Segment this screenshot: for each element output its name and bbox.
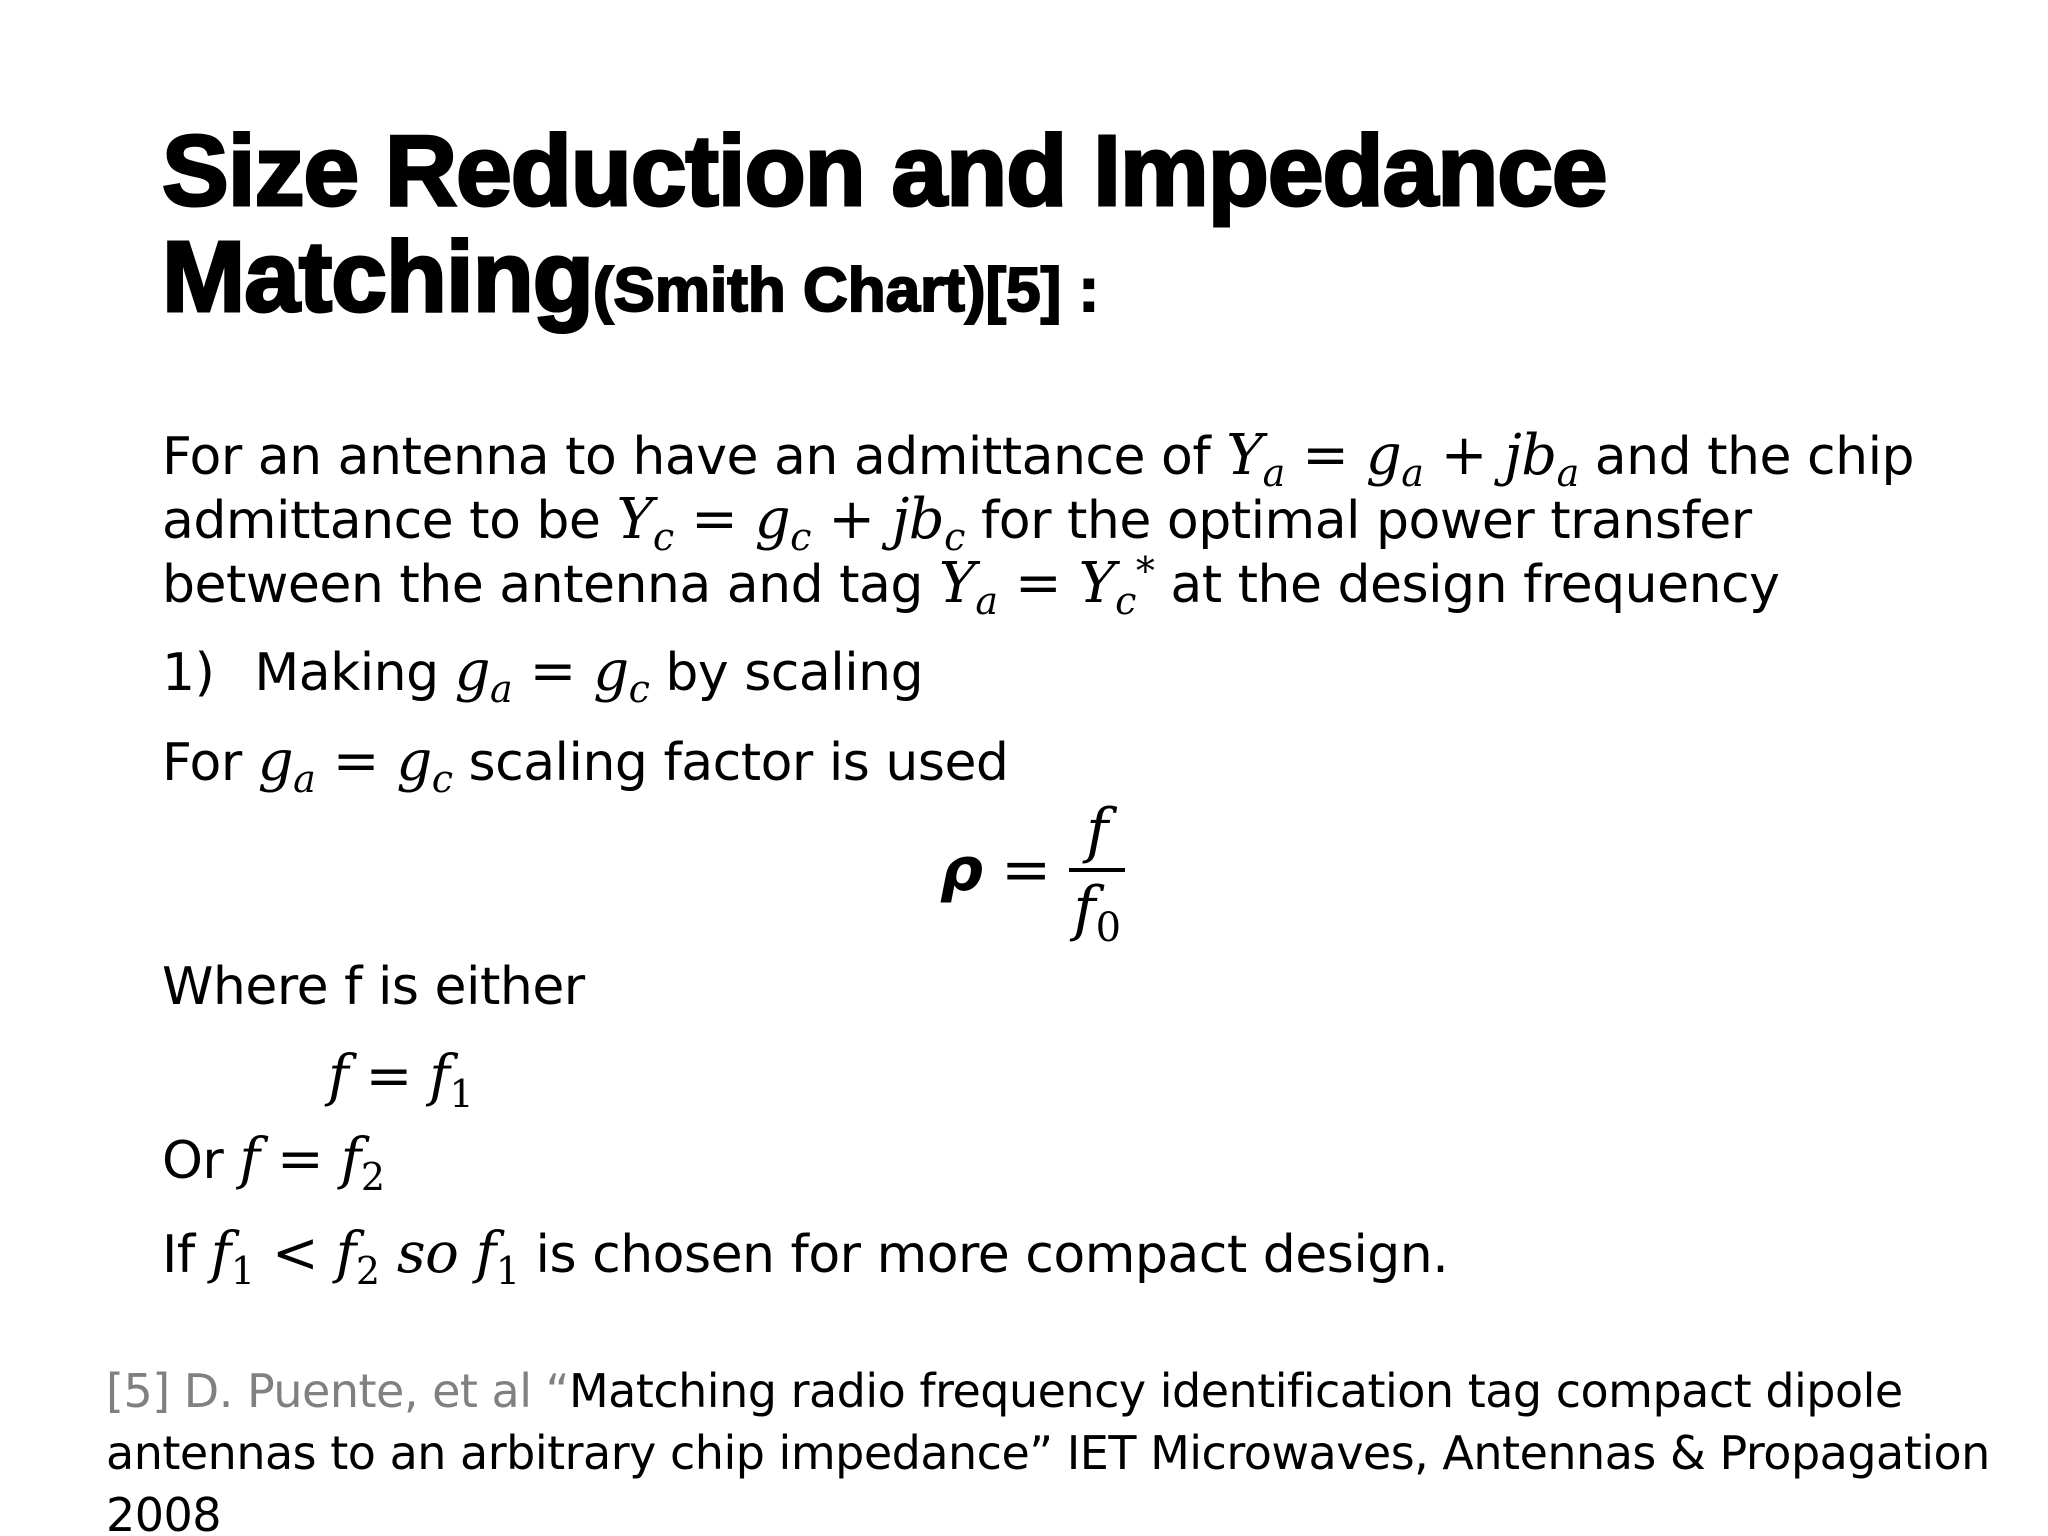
para1-line1-tail: and the chip [1578, 427, 1915, 487]
reference [106, 1360, 2006, 1536]
equation-ga-equals-gc: $g_a = g_c$ [454, 639, 650, 711]
title-smith-chart: (Smith Chart)[5] : [592, 256, 1100, 325]
scaling-tail: scaling factor is used [452, 733, 1009, 793]
equals-sign: = [1000, 835, 1052, 905]
equation-f-equals-f1: $f = f_1$ [328, 1044, 474, 1116]
if-text: If [162, 1225, 211, 1285]
or-line [162, 1127, 385, 1199]
step1-line [162, 639, 924, 711]
para1-line2 [162, 487, 1752, 559]
fraction [1069, 796, 1125, 951]
if-tail: is chosen for more compact design. [519, 1225, 1449, 1285]
denominator-subscript: 0 [1095, 905, 1122, 951]
para1-line3-text: between the antenna and tag [162, 555, 939, 615]
step1-number: 1) [162, 643, 215, 703]
title-matching: Matching [162, 221, 593, 333]
rho-symbol: ρ [940, 835, 983, 905]
slide-title [162, 115, 1982, 344]
equation-conjugate-match: $Y_a = Y_c^*$ [938, 549, 1155, 623]
where-line: Where f is either [162, 957, 585, 1017]
para1-line2-text: admittance to be [162, 491, 617, 551]
reference-citation: [5] D. Puente, et al “ [106, 1364, 569, 1418]
reference-title-part1: Matching radio frequency identification tag compact dipole [568, 1364, 1903, 1418]
if-line [162, 1221, 1449, 1293]
reference-line-3: 2008 [106, 1488, 222, 1536]
equation-f-equals-f2: $f = f_2$ [239, 1127, 385, 1199]
para1-line3 [162, 549, 1780, 623]
para1-line1 [162, 423, 1915, 495]
para1-line2-tail: for the optimal power transfer [964, 491, 1752, 551]
title-line-1: Size Reduction and Impedance [162, 115, 1607, 227]
denominator-f: f [1073, 874, 1096, 944]
or-text: Or [162, 1131, 240, 1191]
equation-f1-less-than-f2: $f_1 < f_2$ so $f_1$ [210, 1221, 520, 1293]
fraction-denominator [1073, 872, 1122, 951]
para1-line3-tail: at the design frequency [1154, 555, 1780, 615]
reference-line-1 [106, 1360, 2006, 1422]
equation-chip-admittance: $Y_c = g_c + jb_c$ [616, 487, 965, 559]
title-line-2 [162, 221, 1982, 344]
step1-text: Making [254, 643, 455, 703]
reference-line-2: antennas to an arbitrary chip impedance” IET Microwaves, Antennas & Propagation [106, 1426, 1990, 1480]
para1-line1-text: For an antenna to have an admittance of [162, 427, 1227, 487]
equation-scaling-factor [940, 790, 1125, 950]
scaling-line [162, 729, 1009, 801]
fraction-numerator: f [1086, 796, 1109, 866]
equation-ga-gc-scaling: $g_a = g_c$ [257, 729, 453, 801]
step1-tail: by scaling [649, 643, 924, 703]
equation-antenna-admittance: $Y_a = g_a + jb_a$ [1226, 423, 1579, 495]
scaling-text: For [162, 733, 258, 793]
